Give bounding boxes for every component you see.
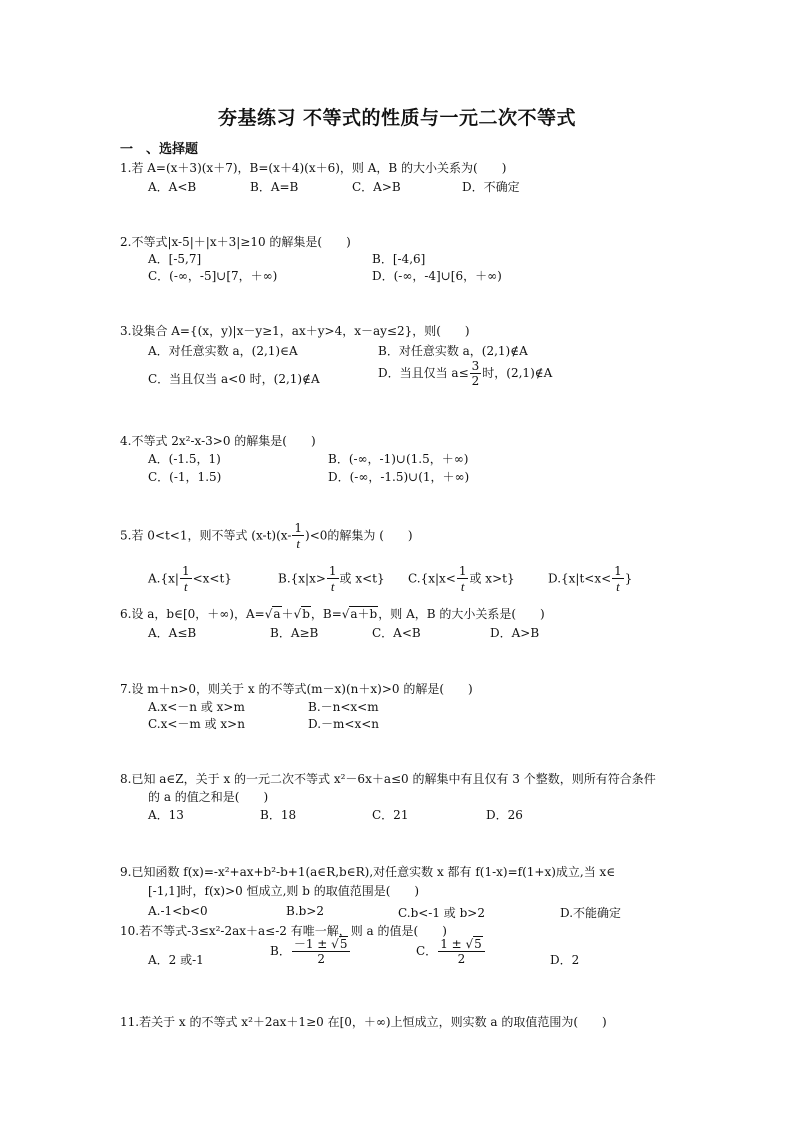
q1-option-d: D．不确定 [462,180,520,194]
q6-stem-prefix: 6.设 a，b∈[0，＋∞)，A= [120,607,265,621]
q1-option-c: C．A>B [352,180,401,194]
question-4-stem: 4.不等式 2x²-x-3>0 的解集是( ) [120,434,316,448]
fraction-numerator: 1 [181,564,190,578]
q7-option-d: D.－m<x<n [308,717,379,731]
q5-option-d [548,565,632,593]
fraction-numerator: 1 [614,564,622,578]
radical-sign: √ [341,607,350,621]
sqrt-5 [466,938,483,950]
numerator-text: 1 ± [440,937,466,951]
q3-option-a: A．对任意实数 a，(2,1)∈A [148,344,298,358]
q5-option-a-prefix: A.{x| [148,571,179,586]
q6-option-b: B．A≥B [270,626,319,640]
q5-option-a [148,565,232,593]
fraction-numerator: 3 [471,359,480,373]
q1-option-a: A．A<B [148,180,197,194]
fraction-1-over-t [612,565,624,593]
fraction-denominator: 2 [471,374,480,388]
q2-option-d: D．(-∞，-4]∪[6，＋∞) [372,269,502,283]
q6-option-d: D．A>B [490,626,540,640]
q2-option-b: B．[-4,6] [372,252,426,266]
q5-option-d-suffix: } [624,571,633,586]
q10-option-b-prefix: B． [270,944,291,958]
radicand: 5 [339,937,348,951]
q6-option-c: C．A<B [372,626,421,640]
question-5-stem [120,522,413,550]
plus-sign: ＋ [281,607,294,621]
question-9-stem: 9.已知函数 f(x)=-x²+ax+b²-b+1(a∈R,b∈R),对任意实数 x 都有 f(1-x)=f(1+x)成立,当 x∈ [120,865,616,879]
q4-option-c: C．(-1，1.5) [148,470,222,484]
q8-option-a: A．13 [148,808,184,822]
question-6-stem [120,605,545,622]
question-8-stem-continued: 的 a 的值之和是( ) [148,790,269,804]
fraction-numerator: 1 [294,521,303,535]
q5-option-b-suffix: 或 x<t} [339,571,385,586]
q10-option-a: A．2 或-1 [148,953,204,967]
fraction-1-pm-sqrt5-over-2 [438,938,485,965]
q3-option-d [378,360,552,387]
q5-option-c-prefix: C.{x|x< [408,571,456,586]
question-1-stem: 1.若 A=(x＋3)(x＋7)，B=(x＋4)(x＋6)，则 A，B 的大小关系为( ) [120,161,507,175]
sqrt-a [265,607,282,621]
radicand: b [302,607,310,621]
radical-sign: √ [293,607,302,621]
fraction-denominator: t [460,579,465,594]
fraction-1-over-t [292,522,304,550]
q6-stem-suffix: ，则 A，B 的大小关系是( ) [378,607,545,621]
question-2-stem: 2.不等式|x-5|＋|x＋3|≥10 的解集是( ) [120,235,351,249]
q9-option-d: D.不能确定 [560,906,622,920]
question-8-stem: 8.已知 a∈Z，关于 x 的一元二次不等式 x²－6x＋a≤0 的解集中有且仅有 3 个整数，则所有符合条件 [120,772,656,786]
q5-option-d-prefix: D.{x|t<x< [548,571,612,586]
radicand: a＋b [350,607,378,621]
q4-option-b: B．(-∞，-1)∪(1.5，＋∞) [328,452,469,466]
q7-option-b: B.－n<x<m [308,700,379,714]
q8-option-b: B．18 [260,808,297,822]
q10-option-c-prefix: C． [416,944,438,958]
q8-option-c: C．21 [372,808,409,822]
fraction-minus1-pm-sqrt5-over-2 [292,938,351,965]
q4-option-a: A．(-1.5，1) [148,452,221,466]
q7-option-c: C.x<－m 或 x>n [148,717,245,731]
numerator-text: －1 ± [293,937,332,951]
q8-option-d: D．26 [486,808,523,822]
q9-option-b: B.b>2 [286,904,325,918]
q5-option-b-prefix: B.{x|x> [278,571,326,586]
fraction-denominator: t [616,579,620,594]
fraction-denominator: t [296,536,300,551]
fraction-1-over-t [457,565,469,593]
sqrt-b [294,607,311,621]
q6-stem-middle: ，B= [310,607,342,621]
section-heading: 一 、选择题 [120,142,199,157]
fraction-denominator: 2 [317,952,325,966]
question-9-stem-continued: [-1,1]时，f(x)>0 恒成立,则 b 的取值范围是( ) [148,884,420,898]
q3-option-d-suffix: 时，(2,1)∉A [482,366,553,380]
fraction-denominator: t [183,579,188,594]
q6-option-a: A．A≤B [148,626,197,640]
fraction-1-over-t [180,565,192,593]
question-7-stem: 7.设 m＋n>0，则关于 x 的不等式(m－x)(n＋x)>0 的解是( ) [120,682,473,696]
radicand: a [273,607,281,621]
q3-option-c: C．当且仅当 a<0 时，(2,1)∉A [148,372,320,386]
q10-option-c [416,938,486,965]
question-11-stem: 11.若关于 x 的不等式 x²＋2ax＋1≥0 在[0，＋∞)上恒成立，则实数 a 的取值范围为( ) [120,1015,607,1029]
fraction-numerator [438,938,485,952]
fraction-3-over-2 [470,360,482,387]
fraction-1-over-t [327,565,339,593]
radicand: 5 [474,937,482,951]
q7-option-a: A.x<－n 或 x>m [148,700,245,714]
q5-option-c-suffix: 或 x>t} [469,571,515,586]
q4-option-d: D．(-∞，-1.5)∪(1，＋∞) [328,470,470,484]
fraction-numerator [292,938,351,952]
q2-option-c: C．(-∞，-5]∪[7，＋∞) [148,269,278,283]
radical-sign: √ [465,937,474,951]
fraction-numerator: 1 [328,564,337,578]
q9-option-a: A.-1<b<0 [148,904,208,918]
sqrt-5 [331,938,348,950]
q5-option-c [408,565,515,593]
fraction-denominator: 2 [457,952,466,966]
q10-option-d: D．2 [550,953,580,967]
question-3-stem: 3.设集合 A={(x，y)|x－y≥1，ax＋y>4，x－ay≤2}，则( ) [120,324,470,338]
q5-option-b [278,565,385,593]
fraction-numerator: 1 [458,564,467,578]
q3-option-b: B．对任意实数 a，(2,1)∉A [378,344,528,358]
q2-option-a: A．[-5,7] [148,252,202,266]
page-title: 夯基练习 不等式的性质与一元二次不等式 [217,107,577,129]
q1-option-b: B．A=B [250,180,299,194]
q10-option-b [270,938,351,965]
fraction-denominator: t [330,579,335,594]
question-10-stem: 10.若不等式-3≤x²-2ax＋a≤-2 有唯一解，则 a 的值是( ) [120,924,447,938]
q3-option-d-prefix: D．当且仅当 a≤ [378,366,469,380]
q5-option-a-suffix: <x<t} [192,571,232,586]
q9-option-c: C.b<-1 或 b>2 [398,906,485,920]
radical-sign: √ [331,937,339,951]
q5-stem-prefix: 5.若 0<t<1，则不等式 (x-t)(x- [120,528,292,543]
radical-sign: √ [264,607,273,621]
sqrt-a-plus-b [342,605,379,622]
q5-stem-suffix: )<0的解集为 ( ) [305,528,413,543]
